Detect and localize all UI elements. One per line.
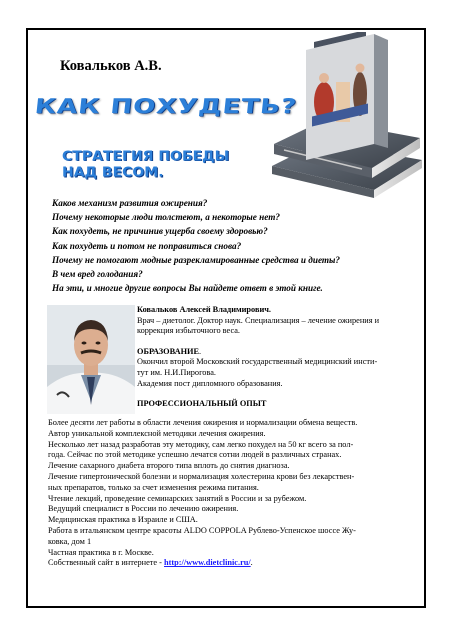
experience-line: ных препаратов, только за счет изменения режима питания. — [48, 482, 259, 492]
experience-line: Чтение лекций, проведение семинарских занятий в России и за рубежом. — [48, 493, 307, 503]
bio-name: Ковальков Алексей Владимирович. — [137, 305, 271, 314]
experience-line: Лечение гипертонической болезни и нормализация холестерина крови без лекарствен- — [48, 471, 355, 481]
experience-line: года. Сейчас по этой методике успешно лечатся сотни людей в различных странах. — [48, 450, 342, 460]
website-link[interactable]: http://www.dietclinic.ru/ — [164, 558, 251, 568]
question-item: На эти, и многие другие вопросы Вы найдете ответ в этой книге. — [52, 283, 323, 294]
book-top — [306, 32, 388, 160]
main-title: КАК ПОХУДЕТЬ? — [33, 95, 299, 119]
question-item: Почему некоторые люди толстеют, а некоторые нет? — [52, 212, 280, 223]
experience-line: ковка, дом 1 — [48, 536, 92, 546]
question-item: Как похудеть, не причинив ущерба своему здоровью? — [52, 226, 268, 237]
education-heading-dot: . — [199, 346, 202, 356]
experience-heading: ПРОФЕССИОНАЛЬНЫЙ ОПЫТ — [137, 399, 267, 409]
experience-line: Несколько лет назад разработав эту методику, сам легко похудел на 50 кг всего за пол- — [48, 439, 354, 449]
education-line: Академия пост дипломного образования. — [137, 378, 283, 388]
experience-line: Медицинская практика в Израиле и США. — [48, 515, 198, 525]
bio-section — [137, 305, 422, 410]
experience-line: Ведущий специалист в России по лечению ожирения. — [48, 504, 239, 514]
website-line — [48, 558, 424, 569]
experience-line: Автор уникальной комплексной методики лечения ожирения. — [48, 428, 266, 438]
author-name: Ковальков А.В. — [60, 58, 162, 74]
education-heading: ОБРАЗОВАНИЕ — [137, 346, 200, 356]
question-item: В чем вред голодания? — [52, 269, 143, 280]
questions-list — [52, 196, 422, 295]
education-line: тут им. Н.И.Пирогова. — [137, 367, 216, 377]
experience-line: Частная практика в г. Москве. — [48, 547, 154, 557]
experience-line: Более десяти лет работы в области лечения ожирения и нормализации обмена веществ. — [48, 418, 358, 427]
author-photo — [47, 305, 135, 414]
subtitle-line-2: НАД ВЕСОМ. — [62, 165, 164, 181]
education-line: Окончил второй Московский государственный медицинский инсти- — [137, 357, 378, 367]
website-prefix: Собственный сайт в интернете - — [48, 558, 165, 568]
subtitle-line-1: СТРАТЕГИЯ ПОБЕДЫ — [62, 148, 230, 165]
bio-role-line: коррекция избыточного веса. — [137, 326, 240, 336]
experience-list — [48, 418, 424, 569]
website-suffix: . — [250, 558, 253, 568]
bio-role-line: Врач – диетолог. Доктор наук. Специализация – лечение ожирения и — [137, 315, 380, 325]
question-item: Как похудеть и потом не поправиться снова? — [52, 240, 242, 251]
experience-line: Лечение сахарного диабета второго типа вплоть до снятия диагноза. — [48, 461, 290, 471]
question-item: Почему не помогают модные разрекламированные средства и диеты? — [52, 254, 341, 265]
experience-line: Работа в итальянском центре красоты ALDO COPPOLA Рублево-Успенское шоссе Жу- — [48, 525, 356, 535]
education-heading-row — [137, 347, 422, 358]
subtitle — [62, 149, 229, 181]
question-item: Каков механизм развития ожирения? — [52, 198, 208, 208]
